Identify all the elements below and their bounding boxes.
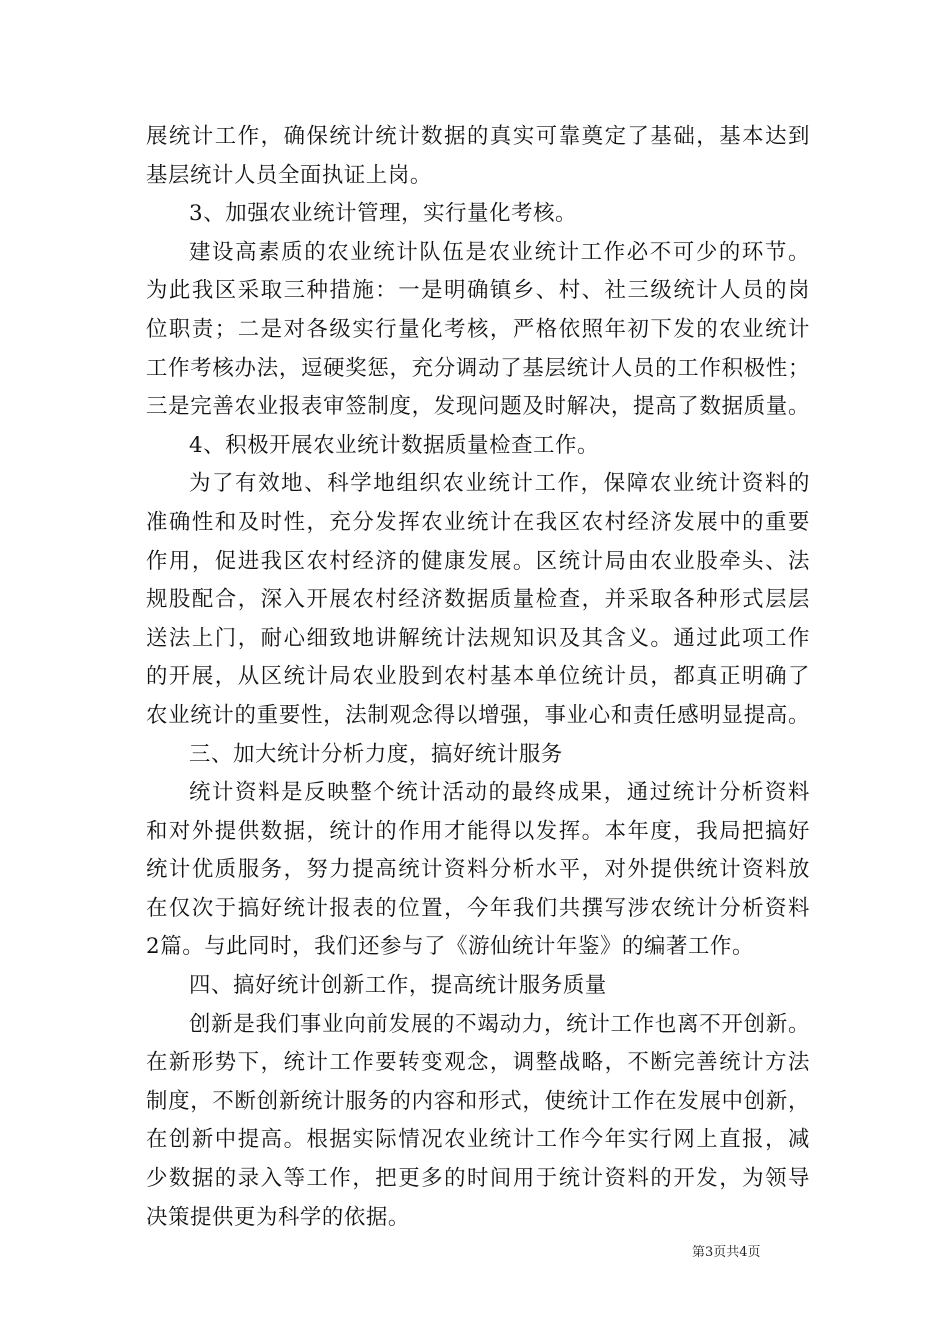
text-line: 2篇。与此同时，我们还参与了《游仙统计年鉴》的编著工作。 <box>146 934 754 960</box>
text-line: 为了有效地、科学地组织农业统计工作，保障农业统计资料的 <box>189 471 810 497</box>
section-heading: 4、积极开展农业统计数据质量检查工作。 <box>189 432 600 458</box>
text-line: 工作考核办法，逗硬奖惩，充分调动了基层统计人员的工作积极性； <box>146 355 810 381</box>
text-line: 制度，不断创新统计服务的内容和形式，使统计工作在发展中创新， <box>146 1088 810 1114</box>
text-line: 在仅次于搞好统计报表的位置，今年我们共撰写涉农统计分析资料 <box>146 895 810 921</box>
text-line: 送法上门，耐心细致地讲解统计法规知识及其含义。通过此项工作 <box>146 625 810 651</box>
text-line: 在新形势下，统计工作要转变观念，调整战略，不断完善统计方法 <box>146 1050 810 1076</box>
text-line: 创新是我们事业向前发展的不竭动力，统计工作也离不开创新。 <box>189 1011 810 1037</box>
text-line: 作用，促进我区农村经济的健康发展。区统计局由农业股牵头、法 <box>146 548 810 574</box>
page-number: 第3页共4页 <box>692 1245 761 1260</box>
text-line: 准确性和及时性，充分发挥农业统计在我区农村经济发展中的重要 <box>146 509 810 535</box>
text-line: 规股配合，深入开展农村经济数据质量检查，并采取各种形式层层 <box>146 587 810 613</box>
text-line: 统计资料是反映整个统计活动的最终成果，通过统计分析资料 <box>189 780 810 806</box>
text-line: 在创新中提高。根据实际情况农业统计工作今年实行网上直报，减 <box>146 1127 810 1153</box>
text-line: 统计优质服务，努力提高统计资料分析水平，对外提供统计资料放 <box>146 857 810 883</box>
text-line: 农业统计的重要性，法制观念得以增强，事业心和责任感明显提高。 <box>146 702 810 728</box>
text-line: 展统计工作，确保统计统计数据的真实可靠奠定了基础，基本达到 <box>146 124 810 149</box>
text-line: 基层统计人员全面执证上岗。 <box>146 162 432 188</box>
text-line: 决策提供更为科学的依据。 <box>146 1204 410 1230</box>
text-line: 和对外提供数据，统计的作用才能得以发挥。本年度，我局把搞好 <box>146 818 810 844</box>
text-line: 三是完善农业报表审签制度，发现问题及时解决，提高了数据质量。 <box>146 394 810 420</box>
text-line: 位职责；二是对各级实行量化考核，严格依照年初下发的农业统计 <box>146 316 810 342</box>
section-heading: 四、搞好统计创新工作，提高统计服务质量 <box>189 973 607 999</box>
text-line: 少数据的录入等工作，把更多的时间用于统计资料的开发，为领导 <box>146 1166 810 1192</box>
section-heading: 三、加大统计分析力度，搞好统计服务 <box>189 741 563 767</box>
text-line: 的开展，从区统计局农业股到农村基本单位统计员，都真正明确了 <box>146 664 810 690</box>
document-body <box>146 118 810 1237</box>
text-line: 为此我区采取三种措施：一是明确镇乡、村、社三级统计人员的岗 <box>146 278 810 304</box>
section-heading: 3、加强农业统计管理，实行量化考核。 <box>189 201 578 227</box>
text-line: 建设高素质的农业统计队伍是农业统计工作必不可少的环节。 <box>189 239 810 265</box>
